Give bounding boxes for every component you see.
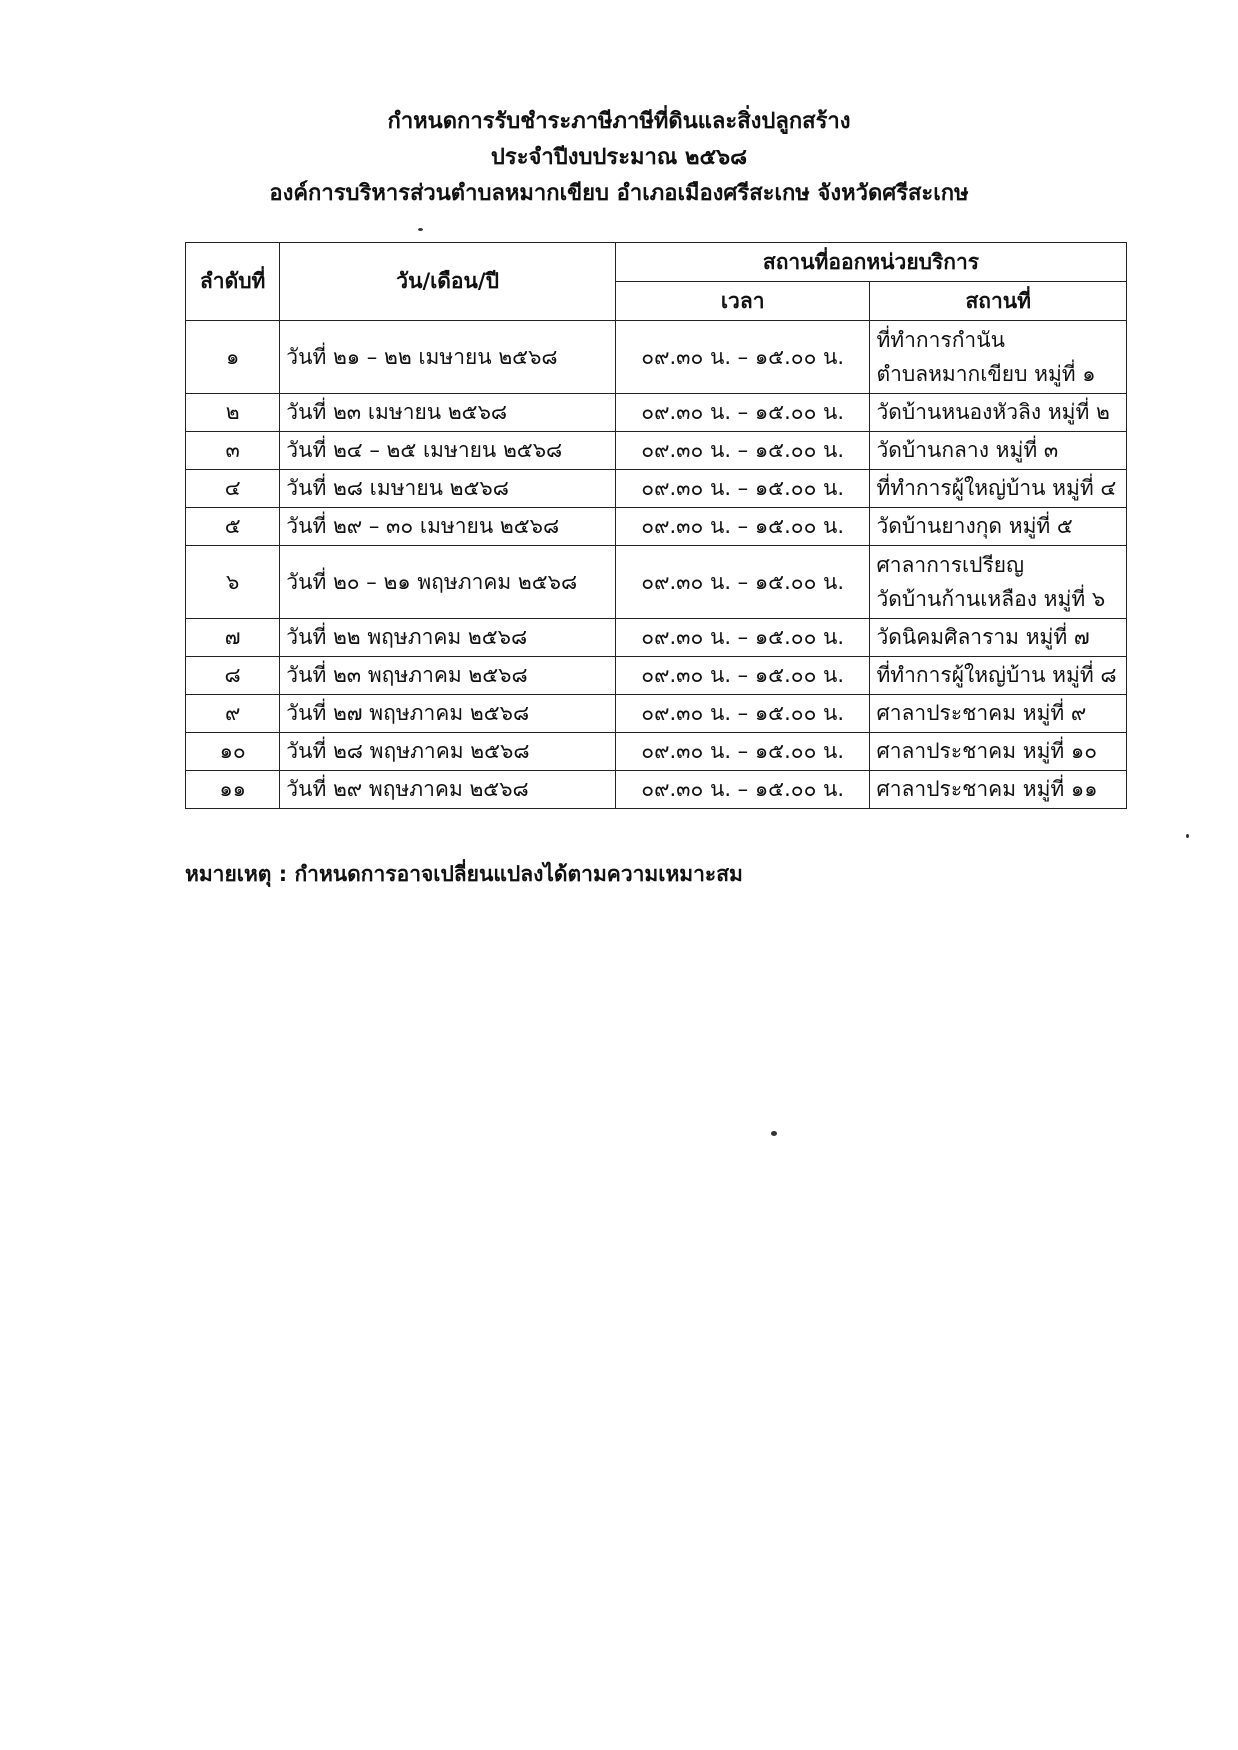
row-time: ๐๙.๓๐ น. – ๑๕.๐๐ น. xyxy=(615,619,870,657)
row-no: ๖ xyxy=(186,546,280,619)
scan-speck xyxy=(418,228,423,231)
row-place: วัดบ้านกลาง หมู่ที่ ๓ xyxy=(870,432,1127,470)
header-time: เวลา xyxy=(615,282,870,321)
header-organization: องค์การบริหารส่วนตำบลหมากเขียบ อำเภอเมืองศรีสะเกษ จังหวัดศรีสะเกษ xyxy=(269,181,969,206)
row-time: ๐๙.๓๐ น. – ๑๕.๐๐ น. xyxy=(615,394,870,432)
row-place: ศาลาประชาคม หมู่ที่ ๑๑ xyxy=(870,771,1127,809)
row-no: ๕ xyxy=(186,508,280,546)
row-place-line2: วัดบ้านก้านเหลือง หมู่ที่ ๖ xyxy=(876,587,1106,611)
table-row xyxy=(186,619,1127,657)
row-place: ที่ทำการผู้ใหญ่บ้าน หมู่ที่ ๘ xyxy=(870,657,1127,695)
row-place-line1: ที่ทำการกำนัน xyxy=(876,328,1005,352)
row-no: ๑ xyxy=(186,321,280,394)
row-time: ๐๙.๓๐ น. – ๑๕.๐๐ น. xyxy=(615,508,870,546)
table-row xyxy=(186,470,1127,508)
row-no: ๑๐ xyxy=(186,733,280,771)
row-time: ๐๙.๓๐ น. – ๑๕.๐๐ น. xyxy=(615,470,870,508)
row-no: ๘ xyxy=(186,657,280,695)
remark-note: หมายเหตุ : กำหนดการอาจเปลี่ยนแปลงได้ตามความเหมาะสม xyxy=(185,862,743,886)
row-place: วัดนิคมศิลาราม หมู่ที่ ๗ xyxy=(870,619,1127,657)
row-place: ศาลาประชาคม หมู่ที่ ๙ xyxy=(870,695,1127,733)
row-date: วันที่ ๒๑ – ๒๒ เมษายน ๒๕๖๘ xyxy=(280,321,616,394)
table-row xyxy=(186,321,1127,394)
row-time: ๐๙.๓๐ น. – ๑๕.๐๐ น. xyxy=(615,771,870,809)
row-place: ที่ทำการผู้ใหญ่บ้าน หมู่ที่ ๔ xyxy=(870,470,1127,508)
table-row xyxy=(186,695,1127,733)
row-date: วันที่ ๒๙ – ๓๐ เมษายน ๒๕๖๘ xyxy=(280,508,616,546)
header-fiscal-year: ประจำปีงบประมาณ ๒๕๖๘ xyxy=(490,145,748,170)
row-place xyxy=(870,546,1127,619)
row-date: วันที่ ๒๓ พฤษภาคม ๒๕๖๘ xyxy=(280,657,616,695)
header-date: วัน/เดือน/ปี xyxy=(280,243,616,321)
row-place: วัดบ้านยางกุด หมู่ที่ ๕ xyxy=(870,508,1127,546)
header-place: สถานที่ xyxy=(870,282,1127,321)
header-service-location: สถานที่ออกหน่วยบริการ xyxy=(615,243,1126,282)
table-row xyxy=(186,657,1127,695)
header-title: กำหนดการรับชำระภาษีภาษีที่ดินและสิ่งปลูกสร้าง xyxy=(387,109,851,134)
table-row xyxy=(186,733,1127,771)
row-time: ๐๙.๓๐ น. – ๑๕.๐๐ น. xyxy=(615,432,870,470)
row-date: วันที่ ๒๒ พฤษภาคม ๒๕๖๘ xyxy=(280,619,616,657)
row-no: ๑๑ xyxy=(186,771,280,809)
row-no: ๗ xyxy=(186,619,280,657)
row-date: วันที่ ๒๘ เมษายน ๒๕๖๘ xyxy=(280,470,616,508)
table-row xyxy=(186,771,1127,809)
row-place-line1: ศาลาการเปรียญ xyxy=(876,553,1024,577)
row-date: วันที่ ๒๗ พฤษภาคม ๒๕๖๘ xyxy=(280,695,616,733)
schedule-table xyxy=(185,242,1127,809)
row-time: ๐๙.๓๐ น. – ๑๕.๐๐ น. xyxy=(615,657,870,695)
row-no: ๒ xyxy=(186,394,280,432)
table-row xyxy=(186,432,1127,470)
scan-speck xyxy=(771,1131,777,1136)
row-date: วันที่ ๒๓ เมษายน ๒๕๖๘ xyxy=(280,394,616,432)
row-date: วันที่ ๒๙ พฤษภาคม ๒๕๖๘ xyxy=(280,771,616,809)
row-date: วันที่ ๒๔ – ๒๕ เมษายน ๒๕๖๘ xyxy=(280,432,616,470)
row-no: ๓ xyxy=(186,432,280,470)
row-time: ๐๙.๓๐ น. – ๑๕.๐๐ น. xyxy=(615,695,870,733)
table-row xyxy=(186,394,1127,432)
row-no: ๔ xyxy=(186,470,280,508)
row-time: ๐๙.๓๐ น. – ๑๕.๐๐ น. xyxy=(615,546,870,619)
row-place xyxy=(870,321,1127,394)
document-header xyxy=(0,104,1238,212)
row-place-line2: ตำบลหมากเขียบ หมู่ที่ ๑ xyxy=(876,362,1096,386)
table-row xyxy=(186,508,1127,546)
row-time: ๐๙.๓๐ น. – ๑๕.๐๐ น. xyxy=(615,321,870,394)
scan-speck xyxy=(1186,834,1189,838)
header-no: ลำดับที่ xyxy=(186,243,280,321)
row-place: วัดบ้านหนองหัวลิง หมู่ที่ ๒ xyxy=(870,394,1127,432)
row-date: วันที่ ๒๘ พฤษภาคม ๒๕๖๘ xyxy=(280,733,616,771)
table-row xyxy=(186,546,1127,619)
row-date: วันที่ ๒๐ – ๒๑ พฤษภาคม ๒๕๖๘ xyxy=(280,546,616,619)
row-place: ศาลาประชาคม หมู่ที่ ๑๐ xyxy=(870,733,1127,771)
row-no: ๙ xyxy=(186,695,280,733)
row-time: ๐๙.๓๐ น. – ๑๕.๐๐ น. xyxy=(615,733,870,771)
